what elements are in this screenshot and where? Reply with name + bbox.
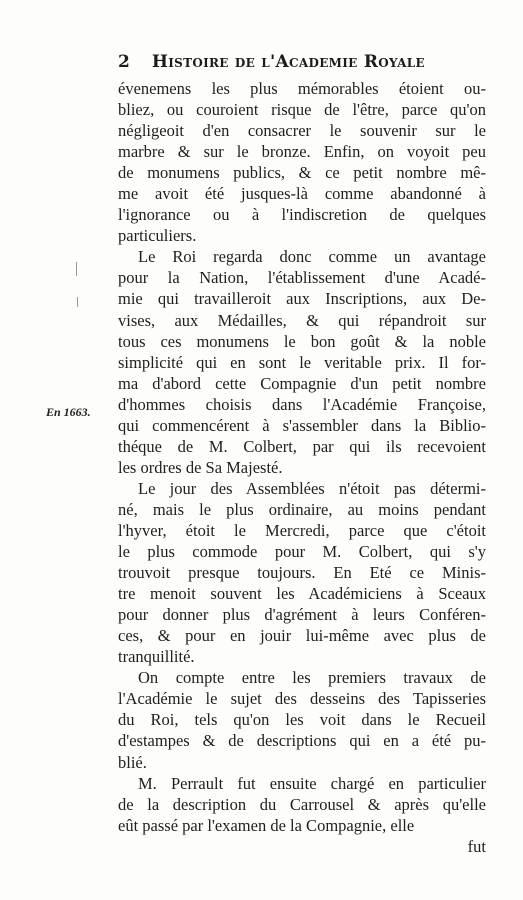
text-line: bliez, ou couroient risque de l'être, parce qu'on <box>118 100 486 120</box>
paragraph <box>118 246 486 478</box>
margin-mark <box>77 297 78 307</box>
text-line: qui commencérent à s'assembler dans la Biblio- <box>118 415 486 435</box>
paragraph <box>118 773 486 836</box>
text-line: du Roi, tels qu'on les voit dans le Recueil <box>118 710 486 730</box>
text-line: pour la Nation, l'établissement d'une Acadé- <box>118 268 486 288</box>
paragraph <box>118 78 486 246</box>
text-line: l'Académie le sujet des desseins des Tapisseries <box>118 689 486 709</box>
catchword: fut <box>467 836 486 856</box>
text-line: de la description du Carrousel & après qu'elle <box>118 794 486 814</box>
text-line: évenemens les plus mémorables étoient ou- <box>118 79 486 98</box>
text-line: tre menoit souvent les Académiciens à Sceaux <box>118 584 486 604</box>
text-line: Le jour des Assemblées n'étoit pas détermi- <box>138 478 486 498</box>
text-line: de monumens publics, & ce petit nombre mê- <box>118 163 486 183</box>
text-line: ces, & pour en jouir lui-même avec plus de <box>118 626 486 646</box>
text-line: particuliers. <box>118 226 197 246</box>
text-line: d'hommes choisis dans l'Académie Françoise, <box>118 394 486 414</box>
text-line: blié. <box>118 752 147 772</box>
text-line: l'hyver, étoit le Mercredi, parce que c'étoit <box>118 520 486 540</box>
text-line: les ordres de Sa Majesté. <box>118 457 283 477</box>
text-line: M. Perrault fut ensuite chargé en particulier <box>138 773 486 793</box>
text-line: tranquillité. <box>118 647 195 667</box>
text-line: vises, aux Médailles, & qui répandroit sur <box>118 310 486 330</box>
text-line: trouvoit presque toujours. En Eté ce Minis- <box>118 563 486 583</box>
text-line: mie qui travailleroit aux Inscriptions, aux De- <box>118 289 486 309</box>
text-line: le plus commode pour M. Colbert, qui s'y <box>118 542 486 562</box>
text-line: théque de M. Colbert, par qui ils recevoient <box>118 436 486 456</box>
text-line: l'ignorance ou à l'indiscretion de quelques <box>118 205 486 225</box>
text-line: tous ces monumens le bon goût & la noble <box>118 331 486 351</box>
text-line: négligeoit d'en consacrer le souvenir sur le <box>118 121 486 141</box>
running-title: Histoire de l'Academie Royale <box>151 52 425 72</box>
text-line: Le Roi regarda donc comme un avantage <box>138 247 486 267</box>
body-text <box>118 78 486 857</box>
running-header <box>118 52 488 72</box>
text-line: d'estampes & de descriptions qui en a été pu- <box>118 731 486 751</box>
page-number: 2 <box>118 52 131 72</box>
margin-mark <box>76 262 77 276</box>
text-line: ma d'abord cette Compagnie d'un petit nombre <box>118 373 486 393</box>
text-line: pour donner plus d'agrément à leurs Conféren- <box>118 605 486 625</box>
text-line: né, mais le plus ordinaire, au moins pendant <box>118 499 486 519</box>
paragraph <box>118 667 486 772</box>
text-line: simplicité qui en sont le veritable prix. Il for- <box>118 352 486 372</box>
text-line: eût passé par l'examen de la Compagnie, elle <box>118 815 415 835</box>
text-line: marbre & sur le bronze. Enfin, on voyoit peu <box>118 142 486 162</box>
text-line: me avoit été jusques-là comme abandonné à <box>118 184 486 204</box>
paragraph <box>118 478 486 667</box>
margin-note-date: En 1663. <box>46 405 91 419</box>
text-line: On compte entre les premiers travaux de <box>138 668 486 688</box>
